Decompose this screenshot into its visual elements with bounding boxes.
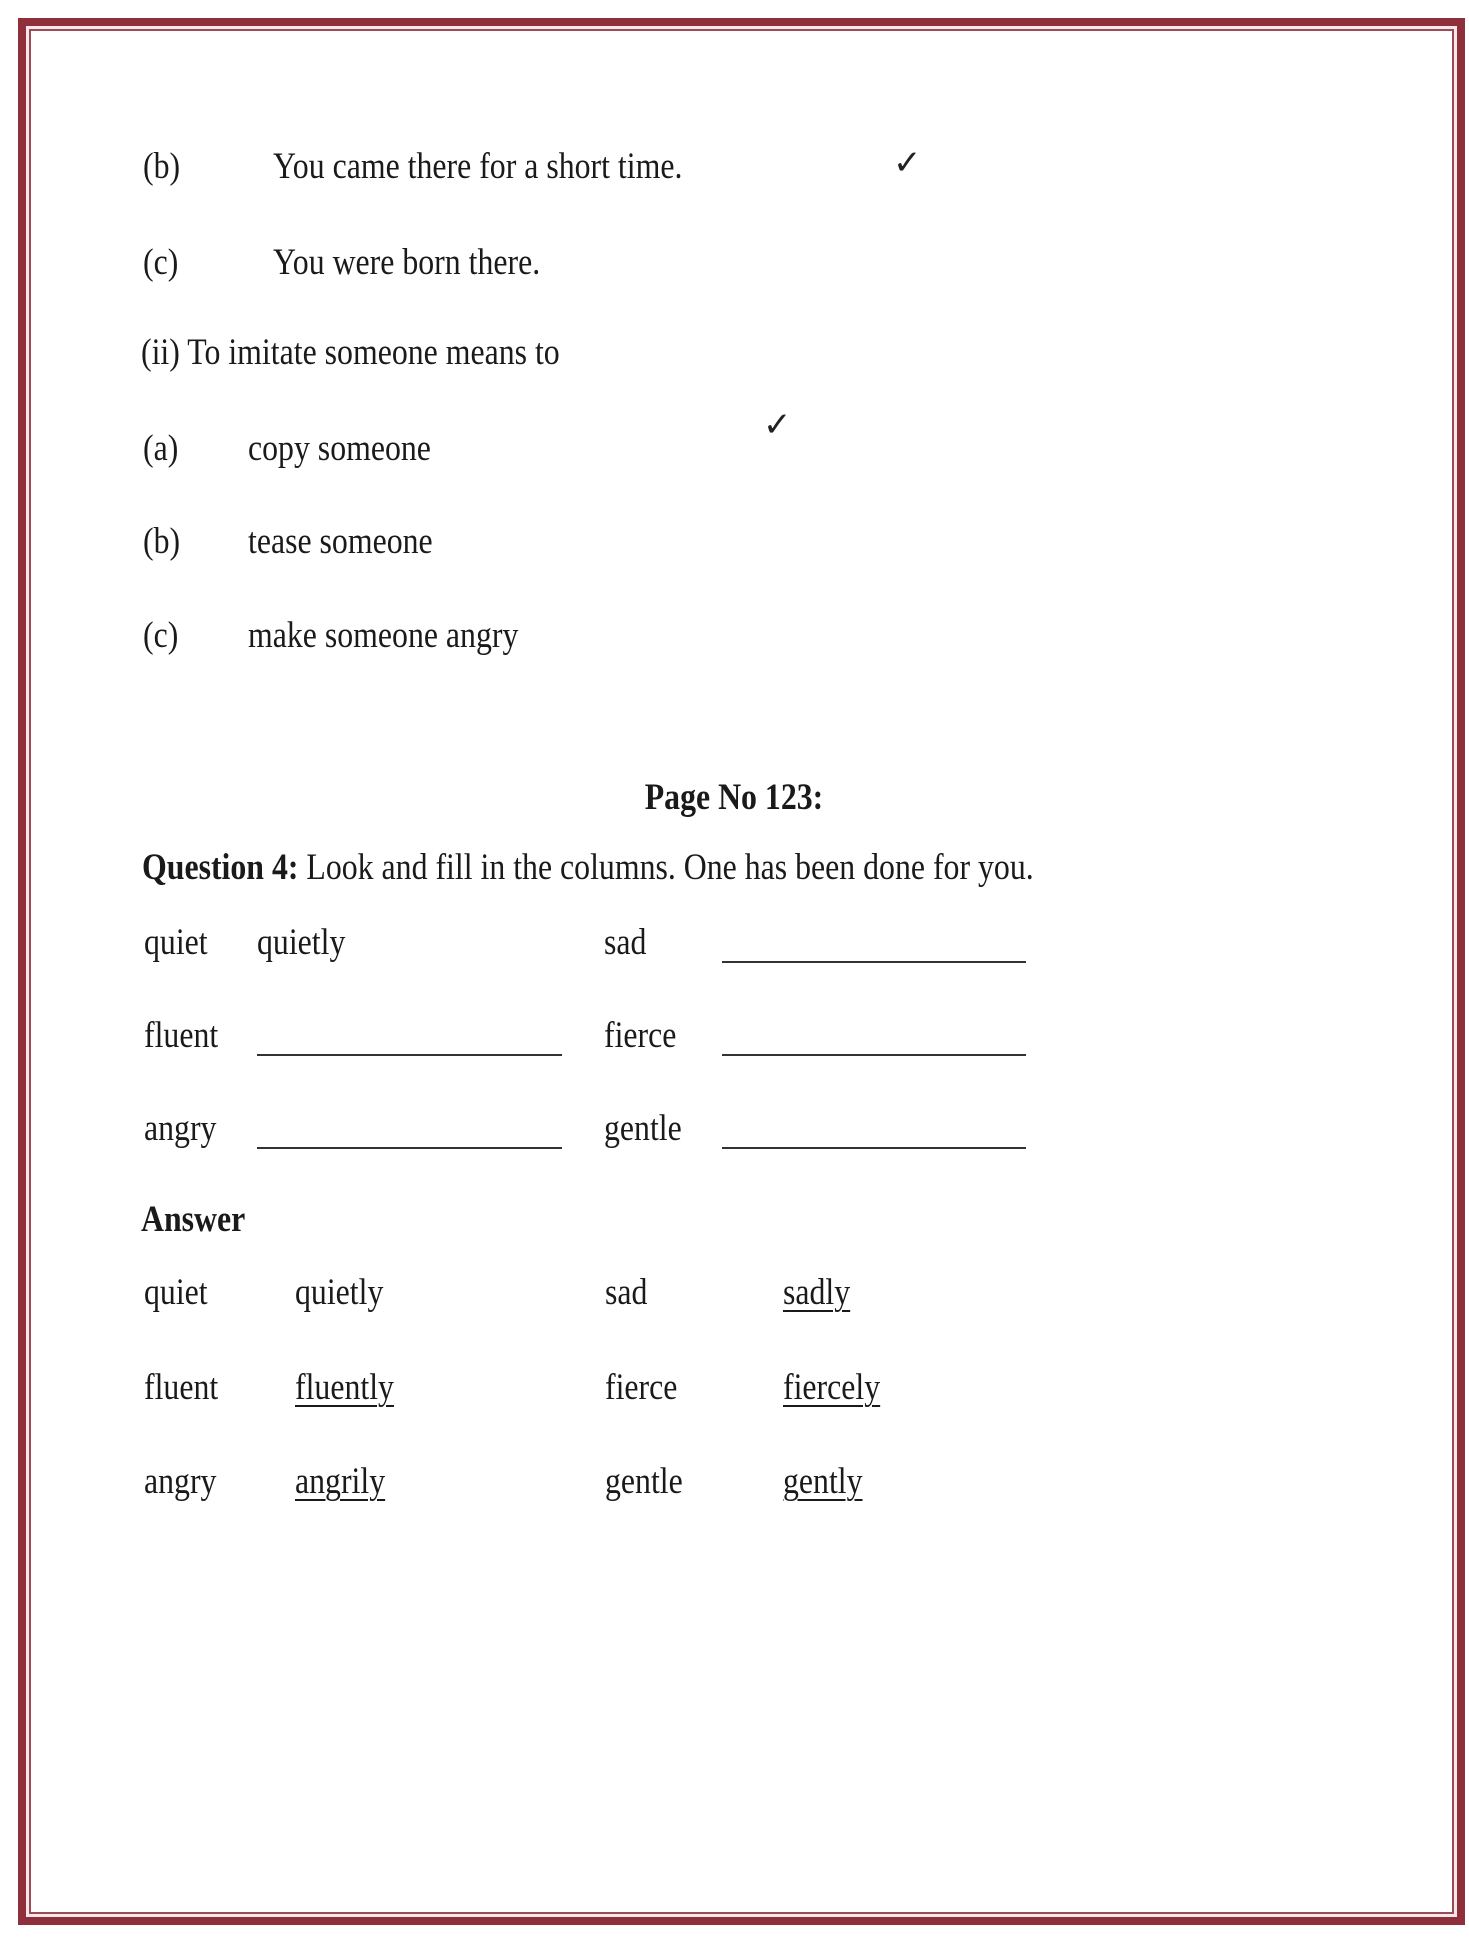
answer-word: angry xyxy=(144,1461,217,1502)
blank-fierce[interactable] xyxy=(722,1054,1026,1056)
option-label: (b) xyxy=(143,521,181,562)
answer-adverb: gently xyxy=(783,1461,863,1502)
answer-word: sad xyxy=(605,1272,648,1313)
option-label: (a) xyxy=(143,428,179,469)
option-text: copy someone xyxy=(248,428,431,469)
blank-fluent[interactable] xyxy=(257,1054,562,1056)
answer-word: quiet xyxy=(144,1272,208,1313)
blank-gentle[interactable] xyxy=(722,1147,1026,1149)
answer-word: fierce xyxy=(605,1367,678,1408)
word-gentle: gentle xyxy=(604,1108,682,1149)
answer-adverb: quietly xyxy=(295,1272,384,1313)
option-label: (b) xyxy=(143,146,181,187)
answer-adverb: fiercely xyxy=(783,1367,881,1408)
question-4-line xyxy=(142,849,1034,886)
word-quiet: quiet xyxy=(144,922,208,963)
answer-word: fluent xyxy=(144,1367,219,1408)
page-heading: Page No 123: xyxy=(644,777,824,818)
option-text: tease someone xyxy=(248,521,433,562)
word-fierce: fierce xyxy=(604,1015,677,1056)
answer-word: gentle xyxy=(605,1461,683,1502)
question-prompt: (ii) To imitate someone means to xyxy=(141,332,560,373)
question-4-label: Question 4: xyxy=(142,847,299,888)
word-fluent: fluent xyxy=(144,1015,219,1056)
option-text: You came there for a short time. xyxy=(273,146,683,187)
blank-sad[interactable] xyxy=(722,961,1026,963)
option-text: You were born there. xyxy=(273,242,541,283)
option-label: (c) xyxy=(143,615,179,656)
page-border-inner xyxy=(29,29,1454,1914)
check-mark-icon: ✓ xyxy=(893,143,922,183)
word-sad: sad xyxy=(604,922,647,963)
blank-angry[interactable] xyxy=(257,1147,562,1149)
answer-adverb: sadly xyxy=(783,1272,851,1313)
answer-heading: Answer xyxy=(141,1199,246,1240)
example-answer: quietly xyxy=(257,922,346,963)
word-angry: angry xyxy=(144,1108,217,1149)
question-4-text: Look and fill in the columns. One has been done for you. xyxy=(298,847,1034,888)
option-label: (c) xyxy=(143,242,179,283)
answer-adverb: fluently xyxy=(295,1367,394,1408)
option-text: make someone angry xyxy=(248,615,519,656)
check-mark-icon: ✓ xyxy=(763,405,792,445)
answer-adverb: angrily xyxy=(295,1461,386,1502)
